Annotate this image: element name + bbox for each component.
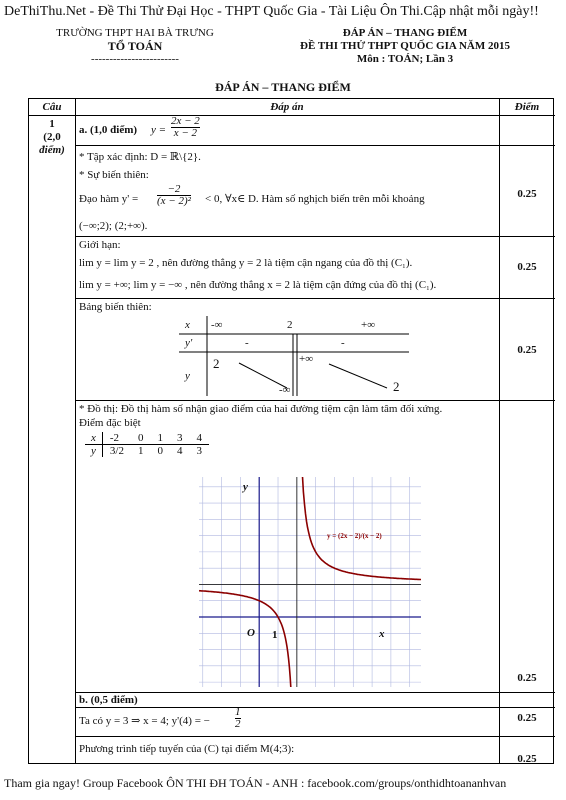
site-banner: DeThiThu.Net - Đề Thi Thử Đại Học - THPT Quốc Gia - Tài Liệu Ôn Thi.Cập nhật mỗi ngày!! [4, 4, 539, 19]
question-points: (2,0 [43, 131, 61, 143]
graph-description: * Đồ thị: Đồ thị hàm số nhận giao điểm của hai đường tiệm cận làm tâm đối xứng. [79, 403, 443, 415]
question-number: 1 [49, 118, 55, 130]
limits-title: Giới hạn: [79, 239, 121, 251]
derivative-suffix: < 0, ∀x∈ D. Hàm số nghịch biến trên mỗi khoảng [205, 193, 425, 205]
variation-table-title: Bảng biến thiên: [79, 301, 152, 313]
row-divider [75, 707, 555, 708]
point-x: 0 [131, 432, 151, 445]
limit-horizontal: lim y = lim y = 2 , nên đường thẳng y = 2 là tiệm cận ngang của đồ thị (C₁). [79, 257, 413, 269]
department: TỔ TOÁN [107, 39, 163, 53]
derivative-denominator: (x − 2)² [157, 195, 191, 207]
tangent-denominator: 2 [235, 718, 241, 730]
graph-y-label: y [243, 481, 248, 493]
point-y: 0 [157, 445, 163, 457]
point-y: 4 [176, 445, 183, 457]
limit-vertical: lim y = +∞; lim y = −∞ , nên đường thẳng x = 2 là tiệm cận đứng của đồ thị (C₁). [79, 279, 437, 291]
bbt-y-start: 2 [213, 356, 220, 371]
row-divider [75, 145, 555, 146]
point-x: 4 [189, 432, 209, 445]
part-b-label: b. (0,5 điểm) [79, 694, 138, 706]
special-points-table [85, 432, 209, 457]
function-fraction [171, 116, 200, 139]
intervals-line: (−∞;2); (2;+∞). [79, 220, 148, 232]
row-divider [75, 736, 555, 737]
bbt-x-left: -∞ [211, 319, 223, 331]
score: 0.25 [517, 188, 537, 200]
points-x-label: x [85, 432, 102, 445]
score: 0.25 [517, 712, 537, 724]
tangent-fraction [235, 707, 241, 730]
part-a-label: a. (1,0 điểm) [79, 124, 138, 136]
function-lhs: y = [151, 124, 167, 136]
score: 0.25 [517, 261, 537, 273]
row-divider [29, 115, 555, 116]
tangent-numerator: 1 [235, 706, 241, 718]
point-y: 3 [196, 445, 202, 457]
bbt-y-minus-inf: -∞ [279, 384, 291, 396]
graph-legend: y = (2x − 2)/(x − 2) [327, 532, 382, 540]
row-divider [75, 400, 555, 401]
function-denominator: x − 2 [173, 127, 198, 139]
doc-title: ĐÁP ÁN – THANG ĐIỂM [215, 80, 351, 94]
point-y: 1 [137, 445, 144, 457]
point-x: 1 [150, 432, 170, 445]
points-y-label: y [85, 445, 102, 458]
header-left [30, 27, 240, 66]
school-name: TRƯỜNG THPT HAI BÀ TRƯNG [56, 27, 214, 39]
function-graph [199, 477, 421, 687]
bbt-y-label: y [185, 370, 190, 382]
bbt-x-mid: 2 [287, 319, 293, 331]
derivative-numerator: −2 [157, 184, 191, 196]
header-title: ĐÁP ÁN – THANG ĐIỂM [342, 27, 468, 39]
bbt-y-plus-inf: +∞ [299, 353, 314, 365]
bbt-yprime-left: - [245, 337, 249, 349]
tangent-equation-intro: Phương trình tiếp tuyến của (C) tại điểm M(4;3): [79, 743, 295, 755]
graph-x-label: x [379, 628, 385, 640]
row-divider [75, 692, 555, 693]
question-points-unit: điểm) [39, 144, 65, 156]
header-dapan: Đáp án [270, 101, 304, 113]
answer-table [28, 98, 554, 764]
header-dashes: ------------------------ [91, 53, 179, 65]
bbt-yprime-right: - [341, 337, 345, 349]
header-cau: Câu [42, 101, 62, 113]
header-diem: Điểm [514, 101, 540, 113]
col-divider [75, 99, 76, 763]
bbt-yprime-label: y' [185, 337, 193, 349]
special-points-title: Điểm đặc biệt [79, 417, 141, 429]
row-divider [75, 298, 555, 299]
bbt-x-label: x [185, 319, 190, 331]
derivative-fraction [157, 184, 191, 207]
score: 0.25 [517, 344, 537, 356]
variation-title: * Sự biến thiên: [79, 169, 149, 181]
function-numerator: 2x − 2 [171, 115, 200, 127]
row-divider [75, 236, 555, 237]
graph-origin-label: O [247, 627, 255, 639]
bbt-y-end: 2 [393, 379, 400, 394]
footer-banner: Tham gia ngay! Group Facebook ÔN THI ĐH TOÁN - ANH : facebook.com/groups/onthidhtoananhvan [4, 776, 507, 790]
point-y: 3/2 [109, 445, 124, 457]
point-x: 3 [170, 432, 190, 445]
exam-title: ĐỀ THI THỬ THPT QUỐC GIA NĂM 2015 [300, 40, 510, 52]
domain-line: * Tập xác định: D = ℝ\{2}. [79, 151, 201, 163]
tangent-calc: Ta có y = 3 ⇒ x = 4; y'(4) = − [79, 715, 210, 727]
header-right [260, 27, 550, 66]
score: 0.25 [517, 672, 537, 684]
derivative-prefix: Đạo hàm y' = [79, 193, 139, 205]
point-x: -2 [102, 432, 131, 445]
subject-line: Môn : TOÁN; Lần 3 [356, 53, 454, 65]
score: 0.25 [517, 753, 537, 765]
bbt-x-right: +∞ [361, 319, 376, 331]
decreasing-arrow [329, 364, 387, 388]
graph-one-label: 1 [272, 629, 278, 641]
